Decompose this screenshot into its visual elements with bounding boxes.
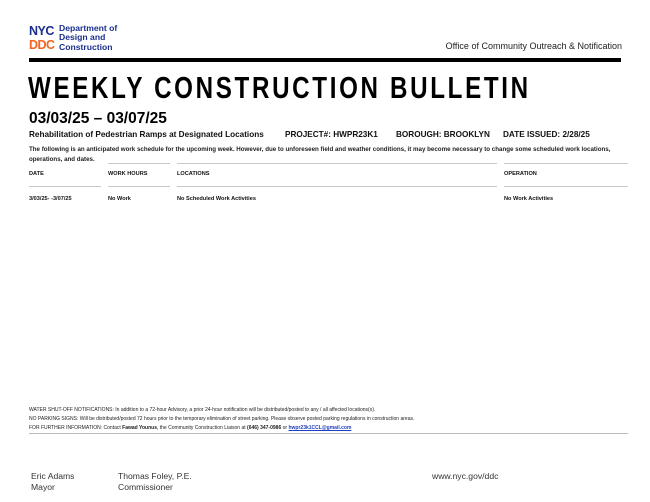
department-name: Department of Design and Construction <box>59 23 118 52</box>
table-rule <box>504 186 628 187</box>
column-header-date: DATE <box>29 171 44 177</box>
no-parking-note: NO PARKING SIGNS: Will be distributed/posted 72 hours prior to the temporary elimination of street parking. Please observe posted parking regulations in construction areas. <box>29 416 415 422</box>
nyc-ddc-logo <box>29 23 139 53</box>
office-name: Office of Community Outreach & Notification <box>445 41 622 51</box>
liaison-phone: (646) 347-0986 <box>247 425 282 431</box>
commissioner-name: Thomas Foley, P.E. <box>118 471 192 481</box>
table-rule <box>504 163 628 164</box>
schedule-notice: The following is an anticipated work schedule for the upcoming week. However, due to unforeseen field and weather conditions, it may become necessary to change some scheduled work locations, operations, and dates. <box>29 146 611 163</box>
row-date: 3/03/25- -3/07/25 <box>29 196 72 202</box>
table-rule <box>177 163 497 164</box>
date-range: 03/03/25 – 03/07/25 <box>29 110 167 127</box>
svg-text:DDC: DDC <box>29 38 55 51</box>
info-prefix: FOR FURTHER INFORMATION: Contact <box>29 425 123 431</box>
commissioner-block <box>118 471 192 492</box>
nyc-ddc-logo-mark <box>29 23 59 51</box>
project-name: Rehabilitation of Pedestrian Ramps at Designated Locations <box>29 130 264 139</box>
table-rule <box>108 186 170 187</box>
info-middle: , the Community Construction Liaison at <box>156 425 248 431</box>
footer-divider <box>29 433 628 434</box>
water-shutoff-note: WATER SHUT-OFF NOTIFICATIONS: In addition to a 72-hour Advisory, a prior 24-hour notification will be distributed/posted to any / all affected locations(s). <box>29 407 376 413</box>
row-operation: No Work Activities <box>504 196 554 202</box>
date-issued: DATE ISSUED: 2/28/25 <box>503 130 590 139</box>
mayor-title: Mayor <box>31 481 55 492</box>
project-number: PROJECT#: HWPR23K1 <box>285 130 378 139</box>
column-header-operation: OPERATION <box>504 171 537 177</box>
borough: BOROUGH: BROOKLYN <box>396 130 490 139</box>
column-header-locations: LOCATIONS <box>177 171 210 177</box>
bulletin-title: WEEKLY CONSTRUCTION BULLETIN <box>28 70 531 105</box>
table-rule <box>108 163 170 164</box>
column-header-work-hours: WORK HOURS <box>108 171 148 177</box>
commissioner-title: Commissioner <box>118 481 173 492</box>
table-rule <box>177 186 497 187</box>
mayor-name: Eric Adams <box>31 471 75 481</box>
row-work-hours: No Work <box>108 196 131 202</box>
header-divider <box>29 58 621 62</box>
mayor-block <box>31 471 74 492</box>
row-location: No Scheduled Work Activities <box>177 196 256 202</box>
info-or: or <box>281 425 289 431</box>
website[interactable]: www.nyc.gov/ddc <box>432 471 499 481</box>
further-info-note <box>29 425 351 431</box>
table-rule <box>29 186 101 187</box>
liaison-name: Fawad Younus <box>122 425 157 431</box>
liaison-email-link[interactable]: hwpr23k1CCL@gmail.com <box>288 425 352 431</box>
svg-text:NYC: NYC <box>29 24 54 38</box>
